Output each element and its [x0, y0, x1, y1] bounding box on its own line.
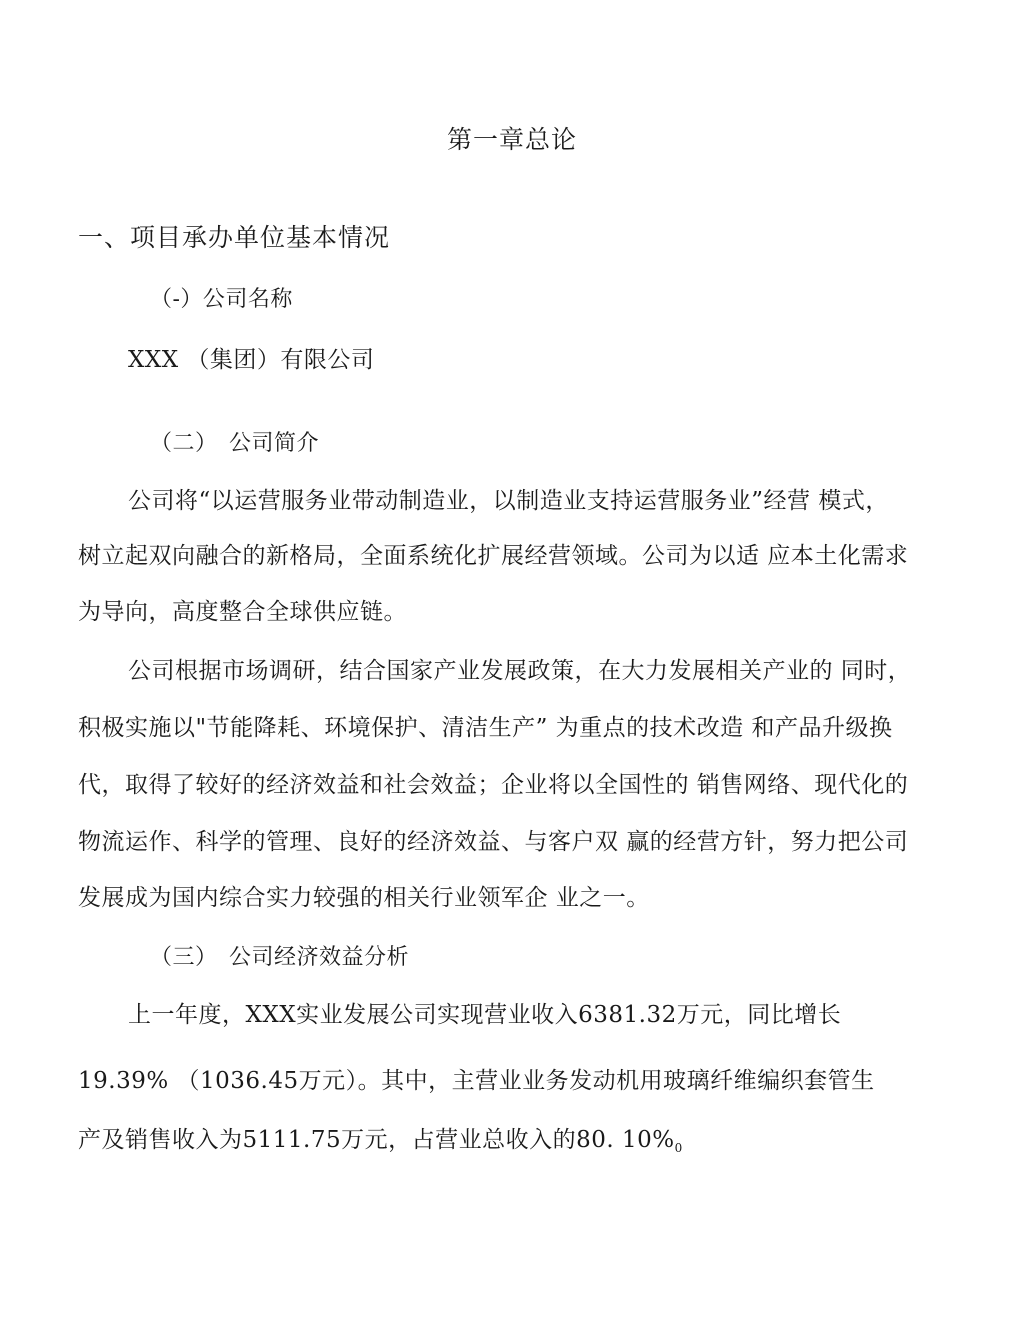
intro-paragraph-1-line: 为导向，高度整合全球供应链。: [78, 599, 407, 625]
subsection-heading-economic-analysis: （三） 公司经济效益分析: [150, 945, 410, 970]
intro-paragraph-2-line: 物流运作、科学的管理、良好的经济效益、与客户双 赢的经营方针，努力把公司: [78, 829, 909, 855]
economic-paragraph-line-last: [78, 1125, 683, 1163]
economic-paragraph-line: 上一年度，XXX实业发展公司实现营业收入6381.32万元，同比增长: [128, 1002, 842, 1028]
intro-paragraph-2-line: 发展成为国内综合实力较强的相关行业领军企 业之一。: [78, 885, 650, 911]
economic-paragraph-text: 产及销售收入为5111.75万元，占营业总收入的80. 10%: [78, 1127, 675, 1153]
subscript-artifact: 0: [674, 1141, 683, 1155]
intro-paragraph-1-line: 树立起双向融合的新格局，全面系统化扩展经营领域。公司为以适 应本土化需求: [78, 543, 909, 569]
section-heading: 一、项目承办单位基本情况: [78, 223, 391, 252]
subsection-heading-company-intro: （二） 公司简介: [150, 431, 320, 456]
intro-paragraph-2-line: 公司根据市场调研，结合国家产业发展政策，在大力发展相关产业的 同时，: [128, 658, 912, 684]
company-name: XXX （集团）有限公司: [128, 347, 375, 373]
chapter-title: 第一章总论: [446, 125, 577, 154]
intro-paragraph-1-line: 公司将“以运营服务业带动制造业，以制造业支持运营服务业”经营 模式，: [128, 488, 889, 514]
subsection-heading-company-name: （-）公司名称: [150, 287, 293, 312]
intro-paragraph-2-line: 代，取得了较好的经济效益和社会效益；企业将以全国性的 销售网络、现代化的: [78, 772, 909, 798]
intro-paragraph-2-line: 积极实施以"节能降耗、环境保护、清洁生产” 为重点的技术改造 和产品升级换: [78, 715, 893, 741]
economic-paragraph-line: 19.39% （1036.45万元）。其中，主营业业务发动机用玻璃纤维编织套管生: [78, 1068, 875, 1094]
